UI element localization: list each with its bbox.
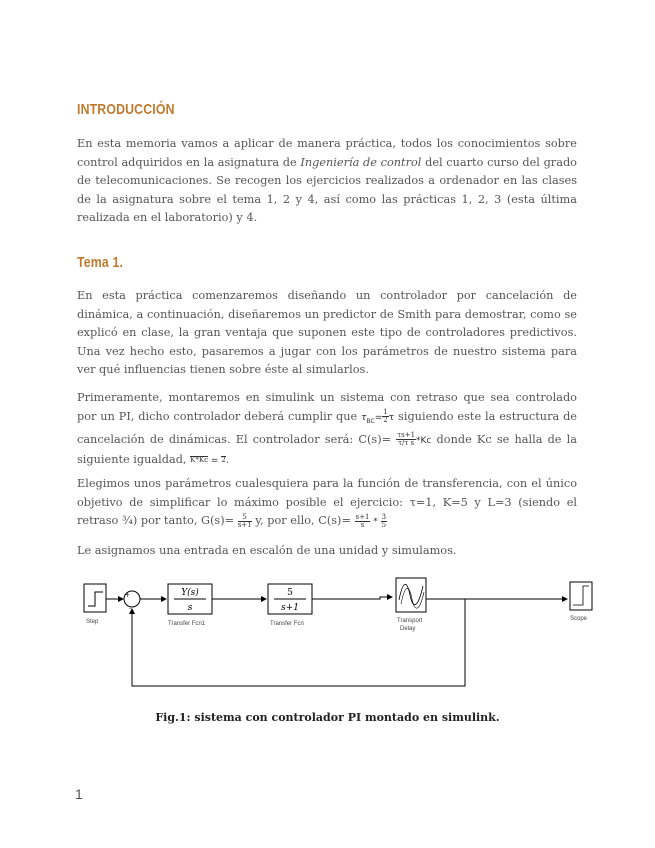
- step-label: Step: [86, 619, 99, 625]
- svg-text:s: s: [187, 603, 193, 613]
- svg-text:-: -: [129, 605, 132, 612]
- transfer-fcn-block: [268, 584, 312, 627]
- p2-text-c: donde Kc se halla de la siguiente igualdad,: [77, 432, 577, 466]
- scope-block: [570, 582, 592, 622]
- kc-equality-right: 2: [221, 455, 226, 464]
- svg-text:Delay: Delay: [400, 626, 416, 632]
- transfer-fcn-label: Transfer Fcn: [270, 621, 304, 627]
- section-heading-tema1: Tema 1.: [77, 254, 124, 271]
- intro-text-b: del cuarto curso del grado de telecomunicaciones. Se recogen los ejercicios realizados a ordenador en las clases de la asignatura sobre el tema 1, 2 y 4, así como las prácticas 1, 2, 3 (esta última realizada en el laboratorio) y 4.: [77, 155, 577, 225]
- simulink-block-diagram: [0, 570, 655, 700]
- times-sign: *: [370, 517, 381, 528]
- transfer-fcn1-label: Transfer Fcn1: [168, 621, 206, 627]
- svg-text:+: +: [125, 592, 131, 599]
- p2-text-b: siguiendo este la estructura de cancelación de dinámicas. El controlador será: C(s)=: [77, 409, 577, 446]
- half-fraction: $\frac{1}{2}$: [383, 408, 388, 425]
- intro-text-a: En esta memoria vamos a aplicar de manera práctica, todos los conocimientos sobre control adquiridos en la asignatura de: [77, 137, 577, 169]
- cs-fraction: $\frac{s+1}{s}$: [355, 512, 370, 529]
- tema1-paragraph-4: Le asignamos una entrada en escalón de una unidad y simulamos.: [77, 544, 457, 557]
- gs-fraction: $\frac{5}{s+1}$: [237, 512, 252, 529]
- step-block: [84, 584, 106, 625]
- kc-value-fraction: $\frac{3}{5}$: [381, 512, 387, 529]
- intro-paragraph: [77, 135, 577, 228]
- section-heading-introduccion: INTRODUCCIÓN: [77, 101, 175, 118]
- kc-equality-left: K*Kc: [190, 455, 209, 464]
- svg-text:5: 5: [287, 588, 293, 598]
- p3-text-b: y, por ello, C(s)=: [251, 514, 355, 528]
- tema1-paragraph-3: [77, 475, 577, 532]
- figure-caption: Fig.1: sistema con controlador PI montado en simulink.: [155, 711, 500, 724]
- tau-symbol: τ: [388, 412, 395, 423]
- transport-delay-block: [396, 578, 426, 632]
- intro-emphasis: Ingeniería de control: [300, 155, 422, 169]
- p2-end: .: [225, 452, 230, 466]
- page-number: 1: [75, 786, 83, 802]
- svg-text:Y(s): Y(s): [181, 588, 199, 598]
- p3-text-a: Elegimos unos parámetros cualesquiera para la función de transferencia, con el único objetivo de simplificar lo máximo posible el ejercicio: τ=1, K=5 y L=3 (siendo el retraso ¾) por tanto, G(s)=: [77, 477, 577, 528]
- svg-text:s+1: s+1: [281, 603, 299, 613]
- tema1-paragraph-1: En esta práctica comenzaremos diseñando un controlador por cancelación de dinámica, a continuación, diseñaremos un predictor de Smith para demostrar, como se explicó en clase, la gran ventaja que suponen este tipo de controladores predictivos. Una vez hecho esto, pasaremos a jugar con los parámetros de nuestro sistema para ver qué influencias tienen sobre éste al simularlos.: [77, 289, 577, 377]
- svg-text:Scope: Scope: [570, 616, 588, 622]
- controller-fraction: $\frac{\tau s+1}{\text{τ/τ s}}$: [397, 431, 416, 448]
- tema1-paragraph-2: [77, 389, 577, 470]
- p2-text-a: Primeramente, montaremos en simulink un sistema con retraso que sea controlado por un PI, dicho controlador deberá cumplir que: [77, 391, 577, 423]
- svg-text:Transport: Transport: [397, 618, 423, 624]
- transfer-fcn1-block: [168, 584, 212, 627]
- kc-term: *Kc: [416, 435, 432, 446]
- tau-bc-symbol: $\tau_{BC}=$: [361, 412, 383, 425]
- equals-sign: =: [208, 455, 222, 466]
